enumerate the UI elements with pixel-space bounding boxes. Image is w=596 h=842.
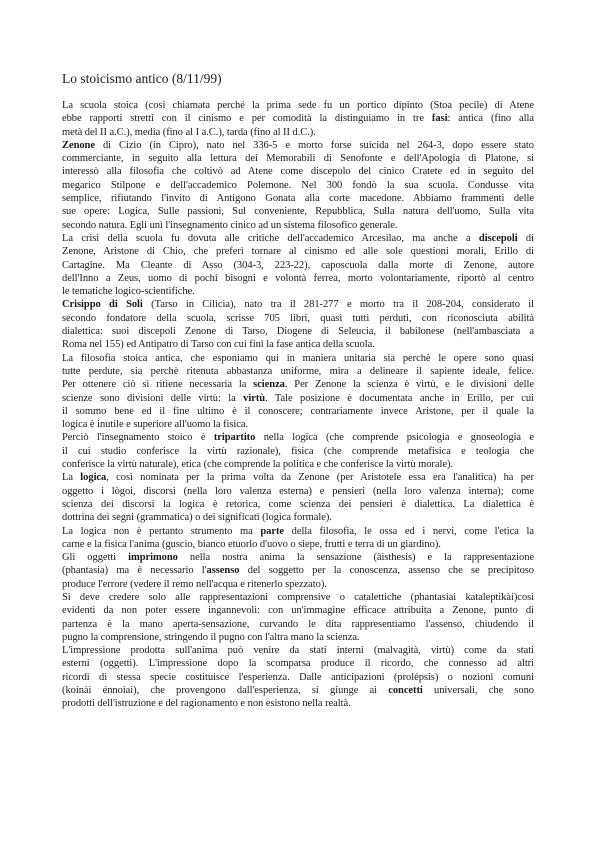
text-run: metà del II a.C.), media (fino al I a.C.), tarda (fino al II d.C.).	[62, 126, 316, 138]
paragraph-line	[62, 471, 534, 484]
text-run: nella nostra anima la sensazione (àisthesis) e la rappresentazione	[177, 552, 534, 564]
text-run: La filosofia stoica antica, che esponiamo qui in maniera unitaria sia perchè le opere sono quasi	[62, 352, 534, 364]
paragraph-line	[62, 511, 534, 524]
paragraph-line	[62, 392, 534, 405]
paragraph-line	[62, 657, 534, 670]
bold-term: tripartito	[213, 432, 256, 444]
text-run: produce l'errore (vedere il remo nell'acqua e ritenerlo spezzato).	[62, 578, 327, 590]
text-run: , così nominata per la prima volta da Zenone (per Aristotele essa era l'analitica) ha per	[106, 472, 534, 484]
bold-term: virtù	[243, 392, 266, 404]
text-run: il cui studio conferisce la virtù razionale), fisica (che comprende metafisica e teologia che	[62, 445, 534, 457]
text-run: (Tarso in Cilicia), nato tra il 281-277 e morto tra il 208-204, considerato il	[142, 299, 534, 311]
text-run: scienza dei discorsi la logica è retorica, come scienza dei pensieri è dialettica. La dialettica è	[62, 498, 534, 510]
paragraph-line	[62, 618, 534, 631]
paragraph-line	[62, 644, 534, 657]
text-run: della filosofia, le ossa ed i nervi, come l'etica la	[284, 525, 534, 537]
paragraph-line	[62, 272, 534, 285]
text-run: interessò alla filosofia che coltivò ad Atene come discepolo del cinico Cratete ed in seguito del	[62, 166, 534, 178]
paragraph-line	[62, 245, 534, 258]
paragraph-line	[62, 591, 534, 604]
text-run: commerciante, in seguito alla lettura dei Memorabili di Senofonte e dell'Apologia di Platone, si	[62, 153, 534, 165]
document-body	[62, 99, 534, 711]
text-run: nella logica (che comprende psicologia e gnoseologia e	[255, 432, 534, 444]
bold-term: concetti	[388, 685, 423, 697]
paragraph-line	[62, 578, 534, 591]
text-run: scienze sono divisioni delle virtù: la	[62, 392, 244, 404]
paragraph	[62, 551, 534, 591]
paragraph-line	[62, 338, 534, 351]
paragraph-line	[62, 684, 534, 697]
text-run: Gli oggetti	[62, 552, 129, 564]
paragraph-line	[62, 365, 534, 378]
text-run: tutte perdute, sia perchè ritenuta abbastanza uniforme, mira a delineare il sapiente ideale, felice.	[62, 365, 534, 377]
text-run: secondo fondatore della scuola, scrisse 705 libri, quasi tutti perduti, con riconosciuta abilità	[62, 312, 534, 324]
text-run: oggetto i lògoi, discorsi (nella loro valenza esterna) e pensieri (nella loro valenza interna); come	[62, 485, 534, 497]
text-run: Perciò l'insegnamento stoico è	[62, 432, 214, 444]
text-run: (koinài énnoiai), che provengono dall'esperienza, si giunge ai	[62, 685, 389, 697]
text-run: semplice, rifiutando l'invito di Antigono Gonata alla corte macedone. Abbiamo frammenti delle	[62, 193, 534, 205]
text-run: (phantasia) ma è necessario l'	[62, 565, 207, 577]
text-run: ricordi di stessa specie costituisce l'esperienza. Dalle anticipazioni (prolépsis) o nozioni comuni	[62, 671, 534, 683]
text-run: le tematiche logico-scientifiche.	[62, 286, 195, 298]
text-run: . Per Zenone la scienza è virtù, e le divisioni delle	[284, 379, 534, 391]
paragraph-line	[62, 112, 534, 125]
paragraph-line	[62, 378, 534, 391]
paragraph-line	[62, 458, 534, 471]
paragraph	[62, 471, 534, 524]
bold-term: scienza	[253, 379, 285, 391]
text-run: La logica non è pertanto strumento ma	[62, 525, 261, 537]
text-run: dialettica: suoi discepoli Zenone di Tarso, Diogene di Seleucia, il babilonese (nell'ambasciata a	[62, 326, 534, 338]
paragraph-line	[62, 604, 534, 617]
bold-term: logica	[80, 472, 107, 484]
text-run: Zenone, Aristone di Chio, che preferì tornare al cinismo ed alle sole questioni morali, Erillo di	[62, 246, 534, 258]
text-run: Per ottenere ciò si ritiene necessaria la	[62, 379, 254, 391]
bold-term: parte	[260, 525, 285, 537]
paragraph-line	[62, 325, 534, 338]
text-run: logica è inutile e superiore all'uomo la fisica.	[62, 419, 249, 431]
paragraph	[62, 591, 534, 644]
text-run: il sommo bene ed il fine ultimo è il conoscere; contrariamente invece Aristone, per il quale la	[62, 405, 534, 417]
text-run: Cartagine. Ma Cleante di Asso (304-3, 223-22), caposcuola dalla morte di Zenone, autore	[62, 259, 534, 271]
text-run: carne e la fisica l'anima (guscio, bianco etuorlo d'uovo o siepe, frutti e terra di un giardino).	[62, 538, 441, 550]
paragraph-line	[62, 126, 534, 139]
bold-term: Crisippo di Soli	[62, 299, 143, 311]
text-run: . Tale posizione è documentata anche in Erillo, per cui	[265, 392, 534, 404]
paragraph-line	[62, 165, 534, 178]
paragraph-line	[62, 697, 534, 710]
text-run: di	[517, 232, 534, 244]
text-run: sue opere: Logica, Sulle passioni, Sul conveniente, Repubblica, Sulla natura dell'uomo, Sulla vita	[62, 206, 534, 218]
text-run: Si deve credere solo alle rappresentazioni comprensive o catalettiche (phantasiai kataleptikài)così	[62, 591, 534, 603]
paragraph	[62, 232, 534, 298]
paragraph-line	[62, 445, 534, 458]
bold-term: fasi	[431, 113, 448, 125]
paragraph-line	[62, 298, 534, 311]
text-run: del soggetto per la conoscenza, assenso che se precipitoso	[239, 565, 534, 577]
paragraph-line	[62, 564, 534, 577]
bold-term: Zenone	[62, 139, 95, 151]
paragraph-line	[62, 152, 534, 165]
paragraph-line	[62, 99, 534, 112]
text-run: La	[62, 472, 81, 484]
text-run: evidenti da non poter essere ingannevoli: con un'immagine efficace attribuita a Zenone, punto di	[62, 605, 534, 617]
text-run: pugno la comprensione, stringendo il pugno con l'altra mano la scienza.	[62, 631, 360, 643]
paragraph-line	[62, 205, 534, 218]
text-run: La scuola stoica (così chiamata perché la prima sede fu un portico dipinto (Stoa pecile) di Atene	[62, 100, 534, 111]
text-run: L'impressione prodotta sull'anima può venire da stati interni (malvagità, virtù) come da stati	[62, 645, 534, 657]
text-run: dottrina dei segni (grammatica) o dei significati (logica formale).	[62, 512, 332, 524]
paragraph-line	[62, 418, 534, 431]
text-run: dell'Inno a Zeus, uomo di pochi bisogni e volontà ferrea, morto volontariamente, riportò al centro	[62, 272, 534, 284]
paragraph-line	[62, 139, 534, 152]
paragraph-line	[62, 285, 534, 298]
text-run: universali, che sono	[422, 685, 534, 697]
paragraph	[62, 352, 534, 432]
bold-term: assenso	[206, 565, 240, 577]
text-run: megarico Stilpone e dell'accademico Polemone. Nel 300 fondò la sua scuola. Condusse vita	[62, 179, 534, 191]
bold-term: discepoli	[478, 232, 518, 244]
paragraph-line	[62, 259, 534, 272]
paragraph	[62, 644, 534, 710]
paragraph-line	[62, 405, 534, 418]
paragraph	[62, 99, 534, 139]
paragraph	[62, 431, 534, 471]
paragraph-line	[62, 352, 534, 365]
paragraph	[62, 525, 534, 552]
text-run: Roma nel 155) ed Antipatro di Tarso con cui finì la fase antica della scuola.	[62, 339, 375, 351]
text-run: conferisce la virtù naturale), etica (che comprende la politica e che conferisce la virtù morale).	[62, 459, 453, 471]
paragraph-line	[62, 631, 534, 644]
paragraph-line	[62, 219, 534, 232]
paragraph-line	[62, 232, 534, 245]
paragraph-line	[62, 179, 534, 192]
text-run: esterni (oggetti). L'impressione dopo la scomparsa produce il ricordo, che connesso ad altri	[62, 658, 534, 670]
paragraph-line	[62, 498, 534, 511]
bold-term: imprimono	[128, 552, 178, 564]
paragraph-line	[62, 312, 534, 325]
paragraph-line	[62, 485, 534, 498]
text-run: ebbe rapporti stretti con il cinismo e per comodità la distinguiamo in tre	[62, 113, 432, 125]
text-run: : antica (fino alla	[447, 113, 534, 125]
text-run: di Cizio (in Cipro), nato nel 336-5 e morto forse suicida nel 264-3, dopo essere stato	[94, 139, 534, 151]
paragraph-line	[62, 551, 534, 564]
paragraph	[62, 298, 534, 351]
document-title: Lo stoicismo antico (8/11/99)	[62, 71, 222, 86]
paragraph	[62, 139, 534, 232]
paragraph-line	[62, 671, 534, 684]
text-run: partenza è la mano aperta-sensazione, curvando le dita rappresentiamo l'assenso, chiudendo il	[62, 618, 534, 630]
text-run: prodotti dell'istruzione e del ragionamento e non esistono nella realtà.	[62, 698, 351, 710]
paragraph-line	[62, 192, 534, 205]
paragraph-line	[62, 538, 534, 551]
text-run: La crisi della scuola fu dovuta alle critiche dell'accademico Arcesilao, ma anche a	[62, 232, 479, 244]
paragraph-line	[62, 525, 534, 538]
paragraph-line	[62, 431, 534, 444]
text-run: secondo natura. Egli unì l'insegnamento cinico ad un sistema filosofico generale.	[62, 219, 398, 231]
